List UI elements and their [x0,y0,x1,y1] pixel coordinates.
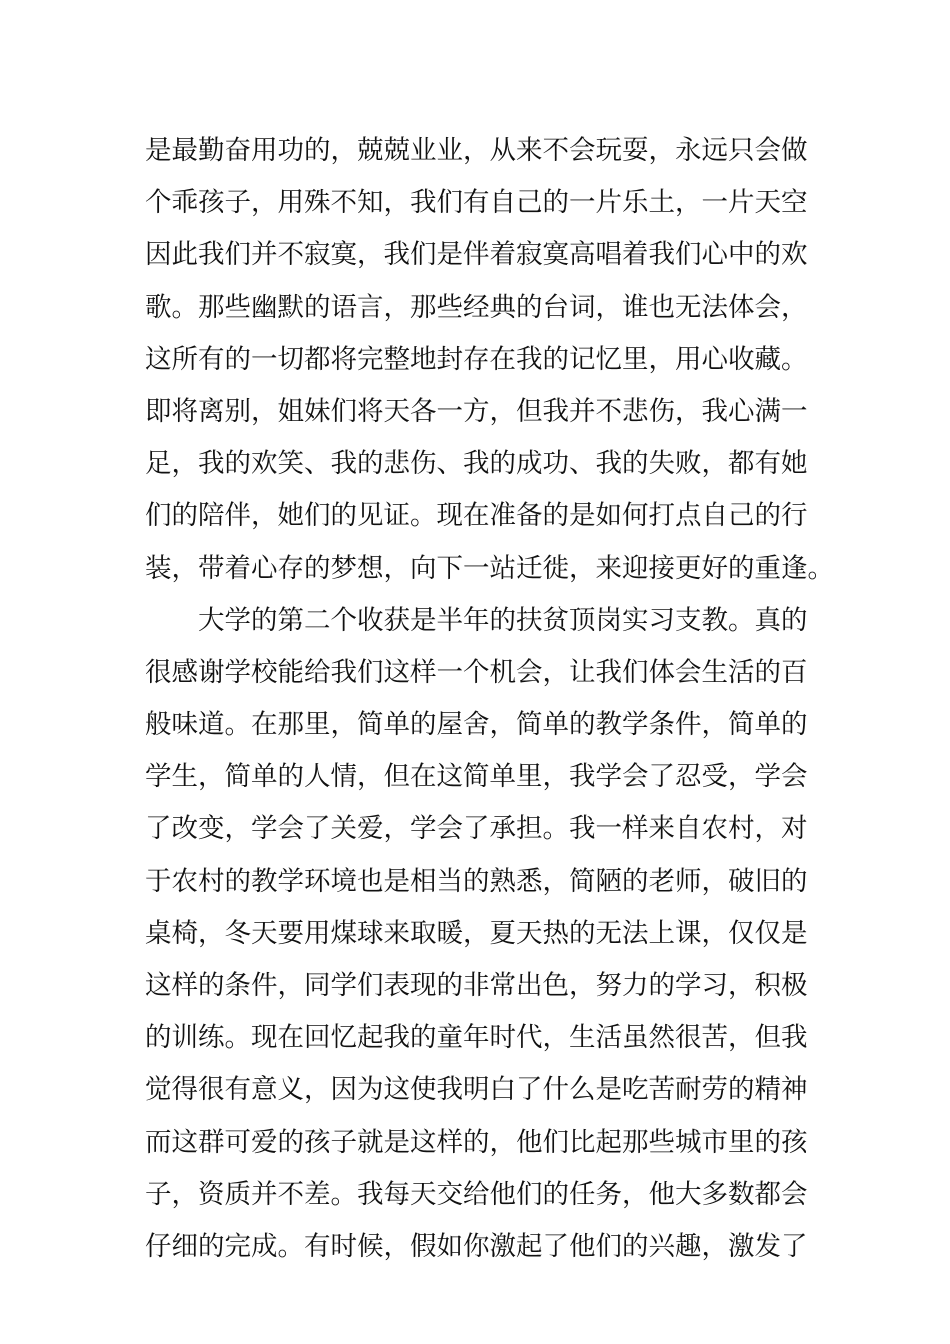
text-line-paragraph-start: 大学的第二个收获是半年的扶贫顶岗实习支教。真的 [198,604,808,636]
text-line: 学生，简单的人情，但在这简单里，我学会了忍受，学会 [145,761,808,793]
text-line: 觉得很有意义，因为这使我明白了什么是吃苦耐劳的精神 [145,1074,808,1106]
text-line: 们的陪伴，她们的见证。现在准备的是如何打点自己的行 [145,500,808,532]
text-line: 歌。那些幽默的语言，那些经典的台词，谁也无法体会， [145,291,808,323]
text-line: 仔细的完成。有时候，假如你激起了他们的兴趣，激发了 [145,1230,808,1262]
text-line: 是最勤奋用功的，兢兢业业，从来不会玩耍，永远只会做 [145,135,808,166]
text-line: 桌椅，冬天要用煤球来取暖，夏天热的无法上课，仅仅是 [145,917,808,949]
text-line: 很感谢学校能给我们这样一个机会，让我们体会生活的百 [145,656,808,688]
text-line: 了改变，学会了关爱，学会了承担。我一样来自农村，对 [145,813,808,845]
text-line: 于农村的教学环境也是相当的熟悉，简陋的老师，破旧的 [145,865,808,897]
text-line: 这样的条件，同学们表现的非常出色，努力的学习，积极 [145,970,808,1001]
text-line: 足，我的欢笑、我的悲伤、我的成功、我的失败，都有她 [145,448,808,480]
text-line: 子，资质并不差。我每天交给他们的任务，他大多数都会 [145,1178,808,1210]
text-line: 而这群可爱的孩子就是这样的，他们比起那些城市里的孩 [145,1126,808,1158]
text-line: 这所有的一切都将完整地封存在我的记忆里，用心收藏。 [145,343,808,375]
text-line: 般味道。在那里，简单的屋舍，简单的教学条件，简单的 [145,709,808,741]
text-line: 个乖孩子，用殊不知，我们有自己的一片乐土，一片天空 [145,187,808,219]
text-line: 的训练。现在回忆起我的童年时代，生活虽然很苦，但我 [145,1022,808,1054]
text-line: 装，带着心存的梦想，向下一站迁徙，来迎接更好的重逢。 [145,552,834,584]
body-text [145,125,834,1273]
text-line: 即将离别，姐妹们将天各一方，但我并不悲伤，我心满一 [145,395,808,427]
text-line: 因此我们并不寂寞，我们是伴着寂寞高唱着我们心中的欢 [145,239,808,271]
